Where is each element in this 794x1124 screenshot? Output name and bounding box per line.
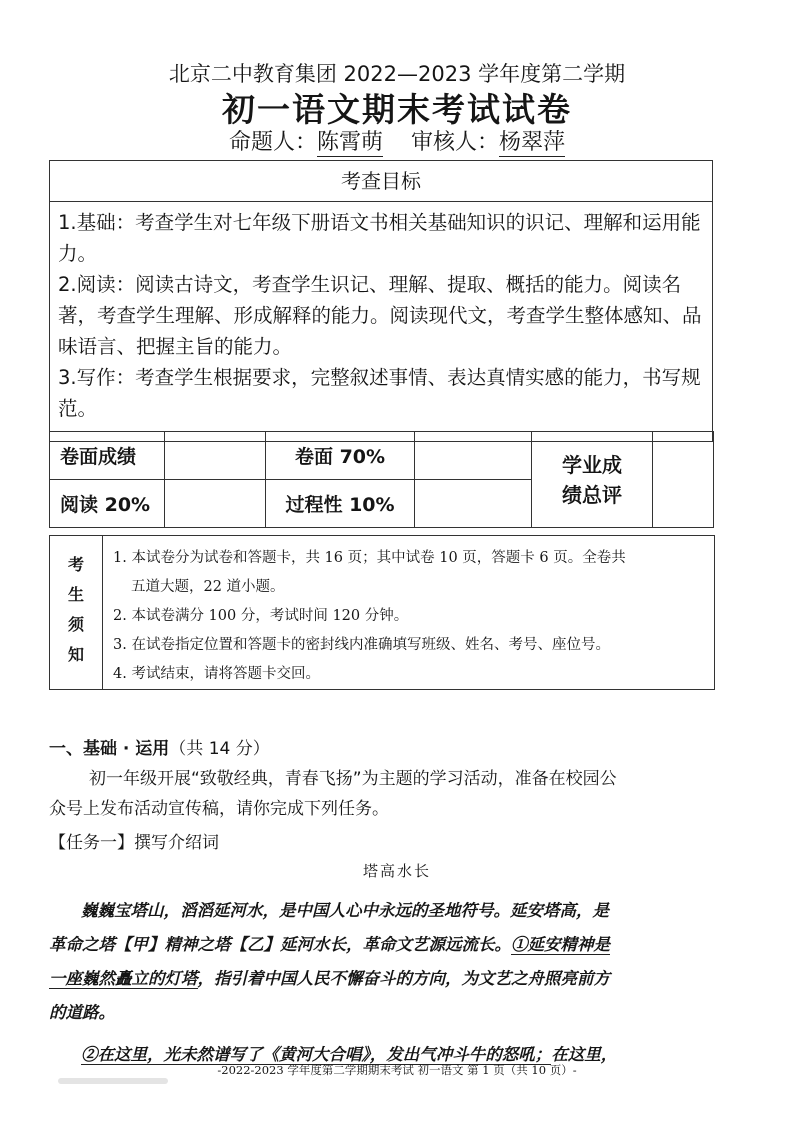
overall-label [532, 432, 653, 528]
school-line: 北京二中教育集团 2022—2023 学年度第二学期 [168, 62, 626, 86]
reading-20-label: 阅读 20% [50, 480, 165, 528]
passage [49, 894, 729, 1072]
underlined-sentence-2: ②在这里，光未然谱写了《黄河大合唱》，发出气冲斗牛的怒吼； [81, 1045, 552, 1064]
author-label: 命题人： [228, 130, 317, 155]
notice-item: 1. 本试卷分为试卷和答题卡，共 16 页；其中试卷 10 页，答题卡 6 页。全卷共 [113, 550, 626, 566]
section-intro [49, 764, 729, 824]
task-heading: 【任务一】撰写介绍词 [49, 833, 219, 853]
overall-cell [653, 432, 714, 528]
reviewer-label: 审核人： [411, 130, 500, 155]
notice-item-cont: 五道大题，22 道小题。 [131, 579, 285, 595]
notice-label-char: 须 [67, 615, 84, 634]
intro-line: 初一年级开展“致敬经典，青春飞扬”为主题的学习活动，准备在校园公 [89, 769, 617, 789]
notice-items [103, 536, 715, 690]
paper-70-label: 卷面 70% [266, 432, 415, 480]
intro-line: 众号上发布活动宣传稿，请你完成下列任务。 [49, 799, 389, 819]
notice-item: 4. 考试结束，请将答题卡交回。 [113, 666, 320, 682]
process-10-cell [415, 480, 532, 528]
process-10-label: 过程性 10% [266, 480, 415, 528]
passage-line: 巍巍宝塔山，滔滔延河水，是中国人心中永远的圣地符号。延安塔高，是 [81, 901, 609, 920]
objective-item: 3.写作：考查学生根据要求，完整叙述事情、表达真情实感的能力，书写规范。 [58, 366, 701, 420]
notice-item: 2. 本试卷满分 100 分，考试时间 120 分钟。 [113, 608, 409, 624]
paper-score-cell [165, 432, 266, 480]
passage-line: 的道路。 [49, 1003, 115, 1022]
overall-label-line1: 学业成 [562, 452, 622, 477]
underlined-sentence-1: ①延安精神是 [511, 935, 610, 954]
objective-item: 2.阅读：阅读古诗文，考查学生识记、理解、提取、概括的能力。阅读名著，考查学生理解、形成解释的能力。阅读现代文，考查学生整体感知、品味语言、把握主旨的能力。 [58, 273, 702, 358]
exam-title: 初一语文期末考试试卷 [222, 90, 572, 129]
author-line [0, 125, 794, 156]
author-name: 陈霄萌 [316, 130, 383, 155]
section-heading [49, 734, 270, 759]
notice-label-char: 生 [67, 585, 84, 604]
passage-text: ，指引着中国人民不懈奋斗的方向，为文艺之舟照亮前方 [197, 969, 610, 988]
section-points: （共 14 分） [169, 739, 270, 759]
objectives-box [49, 160, 713, 442]
passage-text: 在这里， [551, 1045, 618, 1064]
paper-70-cell [415, 432, 532, 480]
notice-label-char: 考 [67, 555, 84, 574]
page-footer: -2022-2023 学年度第二学期期末考试 初一语文 第 1 页（共 10 页）- [217, 1063, 577, 1077]
underlined-sentence-1-cont: 一座巍然矗立的灯塔 [49, 969, 198, 988]
passage-title: 塔高水长 [362, 862, 431, 880]
objective-item: 1.基础：考查学生对七年级下册语文书相关基础知识的识记、理解和运用能力。 [58, 211, 701, 265]
objectives-list [50, 202, 712, 424]
reading-20-cell [165, 480, 266, 528]
passage-line [49, 928, 729, 962]
notice-box [49, 535, 715, 690]
overall-label-line2: 绩总评 [562, 482, 622, 507]
paper-score-label: 卷面成绩 [50, 432, 165, 480]
section-title: 一、基础 · 运用 [49, 739, 170, 759]
reviewer-name: 杨翠萍 [499, 130, 566, 155]
passage-line [49, 962, 729, 996]
notice-item: 3. 在试卷指定位置和答题卡的密封线内准确填写班级、姓名、考号、座位号。 [113, 637, 610, 653]
scan-smudge [58, 1078, 168, 1084]
objectives-heading: 考查目标 [50, 161, 712, 202]
score-table [49, 431, 714, 528]
notice-label [50, 536, 103, 690]
passage-text: 革命之塔【甲】精神之塔【乙】延河水长，革命文艺源远流长。 [49, 935, 511, 954]
notice-label-char: 知 [67, 645, 84, 664]
